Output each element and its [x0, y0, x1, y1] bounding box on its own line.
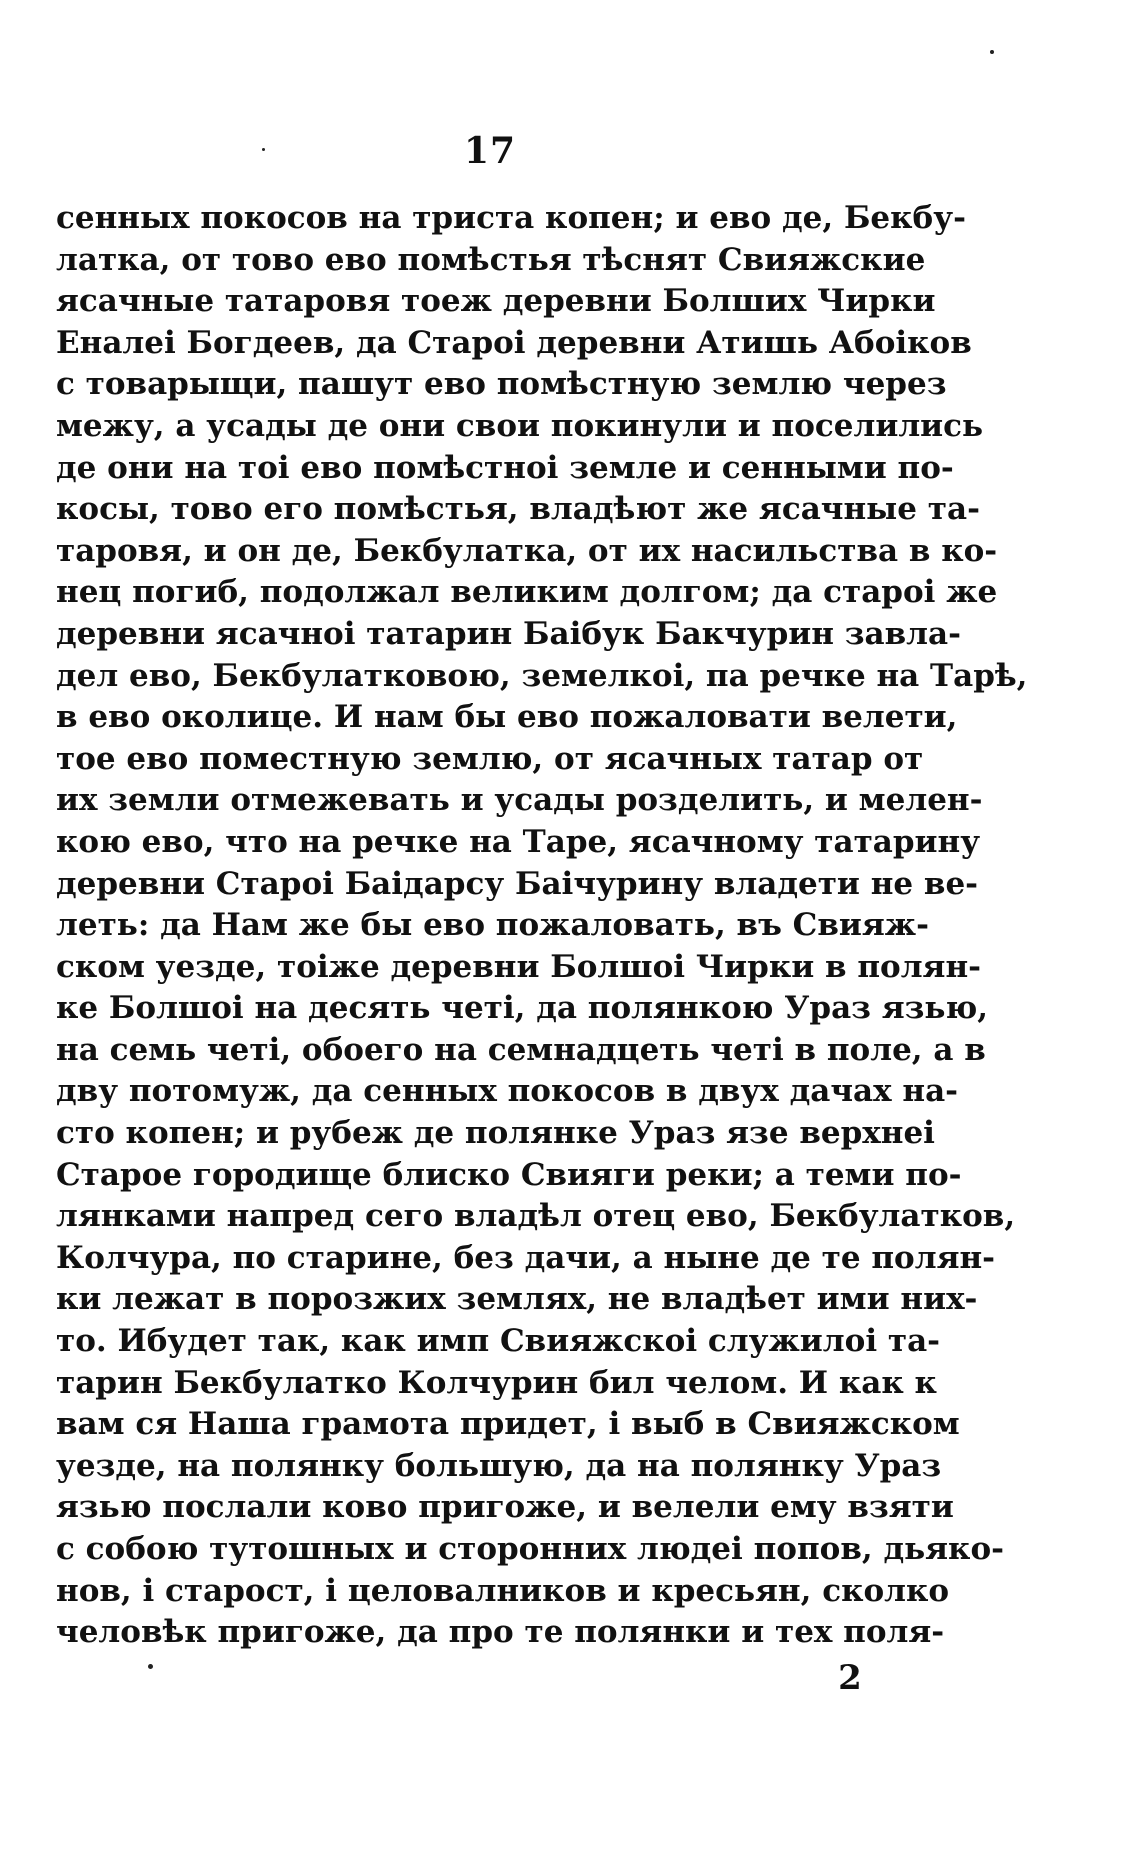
text-line: тое ево поместную землю, от ясачных татар от	[56, 740, 924, 777]
text-line: на семь четі, обоего на семнадцеть четі в поле, а в	[56, 1031, 986, 1068]
text-line: дву потомуж, да сенных покосов в двух дачах на-	[56, 1073, 959, 1110]
text-line: их земли отмежевать и усады розделить, и мелен-	[56, 782, 983, 819]
text-line: латка, от тово ево помѣстья тѣснят Свияжские	[56, 241, 926, 278]
text-line: нец погиб, подолжал великим долгом; да староі же	[56, 574, 998, 611]
text-line: уезде, на полянку большую, да на полянку Ураз	[56, 1447, 942, 1484]
text-line: ке Болшоі на десять четі, да полянкою Ураз язью,	[56, 990, 989, 1027]
text-line: сенных покосов на триста копен; и ево де, Бекбу-	[56, 200, 966, 236]
text-line: межу, а усады де они свои покинули и поселились	[56, 407, 984, 444]
text-line: деревни ясачноі татарин Баібук Бакчурин завла-	[56, 615, 961, 652]
print-speck	[990, 50, 994, 54]
text-line: кою ево, что на речке на Таре, ясачному татарину	[56, 823, 981, 860]
text-line: лянками напред сего владѣл отец ево, Бекбулатков,	[56, 1198, 1016, 1235]
text-line: в ево околице. И нам бы ево пожаловати велети,	[56, 699, 958, 736]
print-speck	[148, 1664, 153, 1669]
text-line: ясачные татаровя тоеж деревни Болших Чирки	[56, 283, 936, 320]
text-line: нов, і старост, і целовалников и кресьян, сколко	[56, 1572, 950, 1609]
text-line: леть: да Нам же бы ево пожаловать, въ Свияж-	[56, 907, 929, 944]
text-line: косы, тово его помѣстья, владѣют же ясачные та-	[56, 491, 980, 528]
body-text	[56, 198, 1028, 1654]
text-line: де они на тоі ево помѣстноі земле и сенными по-	[56, 449, 954, 486]
text-line: вам ся Наша грамота придет, і выб в Свияжском	[56, 1406, 960, 1443]
print-speck	[262, 148, 265, 151]
text-line: таровя, и он де, Бекбулатка, от их насильства в ко-	[56, 532, 998, 569]
text-line: то. Ибудет так, как имп Свияжскоі служилоі та-	[56, 1323, 941, 1360]
text-line: дел ево, Бекбулатковою, земелкоі, па речке на Тарѣ,	[56, 657, 1028, 694]
text-line: ском уезде, тоіже деревни Болшоі Чирки в полян-	[56, 948, 982, 985]
text-line: деревни Староі Баідарсу Баічурину владети не ве-	[56, 865, 979, 902]
page-number: 17	[463, 130, 517, 172]
text-line: ки лежат в порозжих землях, не владѣет ими них-	[56, 1281, 978, 1318]
text-line: с собою тутошных и сторонних людеі попов, дьяко-	[56, 1531, 1004, 1567]
text-line: сто копен; и рубеж де полянке Ураз язе верхнеі	[56, 1115, 935, 1152]
signature-mark: 2	[838, 1658, 862, 1698]
text-line: с товарыщи, пашут ево помѣстную землю через	[56, 366, 947, 403]
text-line: человѣк пригоже, да про те полянки и тех поля-	[56, 1614, 945, 1651]
text-line: Колчура, по старине, без дачи, а ныне де те полян-	[56, 1239, 996, 1276]
text-line: тарин Бекбулатко Колчурин бил челом. И как к	[56, 1364, 937, 1401]
text-line: Старое городище блиско Свияги реки; а теми по-	[56, 1156, 962, 1193]
text-line: Еналеі Богдеев, да Староі деревни Атишь Абоіков	[56, 324, 972, 361]
text-line: язью послали ково пригоже, и велели ему взяти	[56, 1489, 954, 1526]
